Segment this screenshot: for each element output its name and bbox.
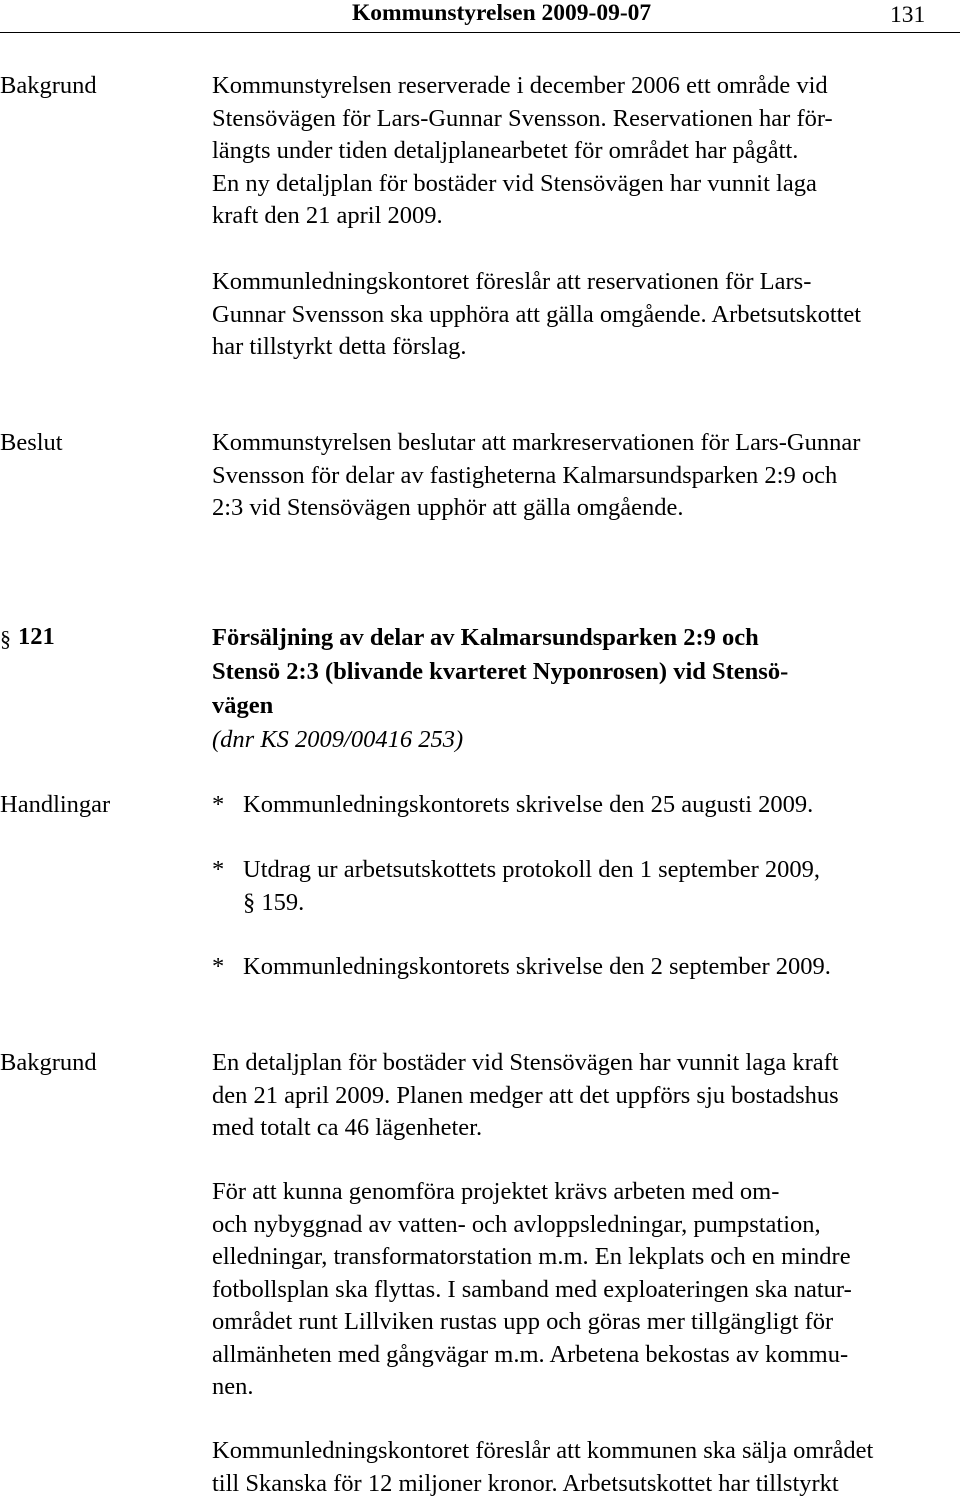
text-line: till Skanska för 12 miljoner kronor. Arbetsutskottet har tillstyrkt — [212, 1468, 873, 1500]
list-item-text — [243, 951, 831, 984]
text-line: § 159. — [243, 887, 820, 920]
list-item — [212, 854, 820, 919]
text-line: Kommunledningskontorets skrivelse den 2 september 2009. — [243, 951, 831, 984]
text-line: nen. — [212, 1371, 852, 1404]
bakgrund-paragraph — [212, 70, 833, 233]
text-line: och nybyggnad av vatten- och avloppsledningar, pumpstation, — [212, 1209, 852, 1242]
page-number: 131 — [890, 0, 925, 31]
text-line: har tillstyrkt detta förslag. — [212, 331, 861, 364]
text-line: 2:3 vid Stensövägen upphör att gälla omgående. — [212, 492, 860, 525]
list-item-text — [243, 789, 813, 822]
text-line: Svensson för delar av fastigheterna Kalmarsundsparken 2:9 och — [212, 460, 860, 493]
section-label-handlingar: Handlingar — [0, 789, 110, 822]
text-line: Kommunledningskontoret föreslår att kommunen ska sälja området — [212, 1435, 873, 1468]
text-line: med totalt ca 46 lägenheter. — [212, 1112, 839, 1145]
bullet-star: * — [212, 789, 243, 822]
bakgrund-paragraph — [212, 1176, 852, 1404]
bullet-star: * — [212, 854, 243, 919]
section-label-beslut: Beslut — [0, 427, 63, 460]
text-line: den 21 april 2009. Planen medger att det uppförs sju bostadshus — [212, 1080, 839, 1113]
section-title — [212, 621, 788, 723]
text-line: kraft den 21 april 2009. — [212, 200, 833, 233]
text-line: området runt Lillviken rustas upp och göras mer tillgängligt för — [212, 1306, 852, 1339]
section-number-value: 121 — [18, 621, 55, 654]
text-line: En ny detaljplan för bostäder vid Stensövägen har vunnit laga — [212, 168, 833, 201]
text-line: För att kunna genomföra projektet krävs arbeten med om- — [212, 1176, 852, 1209]
diary-number: (dnr KS 2009/00416 253) — [212, 724, 463, 757]
text-line: Kommunstyrelsen reserverade i december 2006 ett område vid — [212, 70, 833, 103]
header-title: Kommunstyrelsen 2009-09-07 — [352, 0, 651, 29]
list-item — [212, 951, 831, 984]
text-line: En detaljplan för bostäder vid Stensövägen har vunnit laga kraft — [212, 1047, 839, 1080]
section-label-bakgrund: Bakgrund — [0, 1047, 97, 1080]
bakgrund-paragraph — [212, 1435, 873, 1500]
section-label-bakgrund: Bakgrund — [0, 70, 97, 103]
text-line: Kommunstyrelsen beslutar att markreservationen för Lars-Gunnar — [212, 427, 860, 460]
bakgrund-paragraph — [212, 266, 861, 364]
text-line: allmänheten med gångvägar m.m. Arbetena bekostas av kommu- — [212, 1339, 852, 1372]
text-line: Kommunledningskontorets skrivelse den 25 augusti 2009. — [243, 789, 813, 822]
paragraph-sign-icon: § — [0, 623, 11, 656]
text-line: fotbollsplan ska flyttas. I samband med exploateringen ska natur- — [212, 1274, 852, 1307]
text-line: Kommunledningskontoret föreslår att reservationen för Lars- — [212, 266, 861, 299]
header-divider — [0, 32, 960, 33]
text-line: längts under tiden detaljplanearbetet för området har pågått. — [212, 135, 833, 168]
title-line: Stensö 2:3 (blivande kvarteret Nyponrosen) vid Stensö- — [212, 655, 788, 689]
title-line: vägen — [212, 689, 788, 723]
title-line: Försäljning av delar av Kalmarsundsparken 2:9 och — [212, 621, 788, 655]
text-line: Gunnar Svensson ska upphöra att gälla omgående. Arbetsutskottet — [212, 299, 861, 332]
bakgrund-paragraph — [212, 1047, 839, 1145]
bullet-star: * — [212, 951, 243, 984]
text-line: elledningar, transformatorstation m.m. En lekplats och en mindre — [212, 1241, 852, 1274]
text-line: Stensövägen för Lars-Gunnar Svensson. Reservationen har för- — [212, 103, 833, 136]
text-line: Utdrag ur arbetsutskottets protokoll den 1 september 2009, — [243, 854, 820, 887]
section-number — [0, 621, 55, 654]
list-item-text — [243, 854, 820, 919]
beslut-paragraph — [212, 427, 860, 525]
list-item — [212, 789, 813, 822]
